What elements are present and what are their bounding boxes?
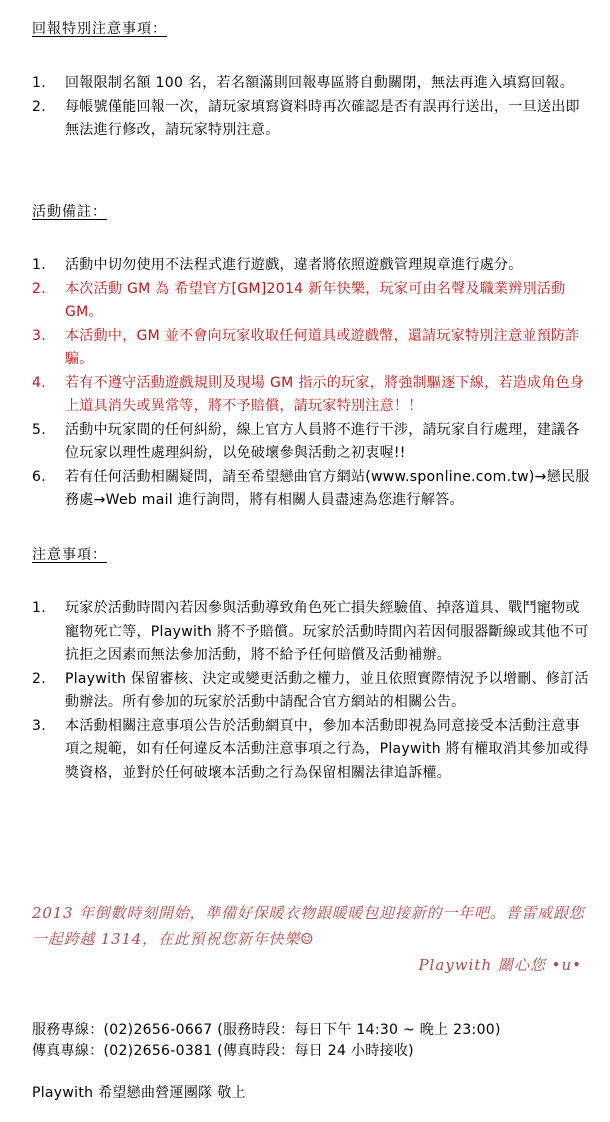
precaution-3: [32, 715, 592, 786]
list-text: 活動中切勿使用不法程式進行遊戲，違者將依照遊戲管理規章進行處分。: [65, 257, 523, 273]
list-text: 回報限制名額 100 名，若名額滿則回報專區將自動關閉，無法再進入填寫回報。: [65, 75, 575, 91]
report-notes-heading: 回報特別注意事項：: [32, 21, 167, 37]
list-number: 1.: [32, 257, 46, 273]
greeting-signature: Playwith 關心您 •u•: [418, 956, 582, 974]
team-signoff: Playwith 希望戀曲營運團隊 敬上: [32, 1085, 246, 1101]
event-remarks-list: [32, 254, 592, 513]
list-number: 1.: [32, 600, 46, 616]
event-remark-4: [32, 372, 592, 419]
list-text: 每帳號僅能回報一次，請玩家填寫資料時再次確認是否有誤再行送出，一旦送出即無法進行修改，請玩家特別注意。: [65, 98, 580, 138]
list-text: 本活動中，GM 並不會向玩家收取任何道具或遊戲幣，還請玩家特別注意並預防詐騙。: [65, 327, 580, 367]
event-remark-5: [32, 419, 592, 466]
report-note-1: [32, 72, 592, 96]
list-text: 活動中玩家間的任何糾紛，線上官方人員將不進行干涉，請玩家自行處理，建議各位玩家以理性處理糾紛，以免破壞參與活動之初衷喔!!: [65, 421, 580, 461]
list-number: 3.: [32, 717, 46, 734]
list-number: 5.: [32, 421, 46, 438]
fax-line: 傳真專線：(02)2656-0381 (傳真時段：每日 24 小時接收): [32, 1043, 414, 1059]
report-note-2: [32, 96, 592, 143]
list-text: 若有不遵守活動遊戲規則及現場 GM 指示的玩家，將強制驅逐下線，若造成角色身上道具消失或異常等，將不予賠償，請玩家特別注意！！: [65, 374, 585, 414]
precaution-1: [32, 597, 592, 668]
precaution-2: [32, 668, 592, 715]
event-remarks-heading: 活動備註：: [32, 204, 107, 220]
list-number: 2.: [32, 280, 46, 297]
event-remark-1: [32, 254, 592, 278]
event-remark-2: [32, 278, 592, 325]
list-number: 2.: [32, 670, 46, 687]
report-notes-list: [32, 72, 592, 143]
list-number: 1.: [32, 75, 46, 91]
list-number: 6.: [32, 468, 46, 485]
list-text: 本活動相關注意事項公告於活動網頁中，參加本活動即視為同意接受本活動注意事項之規範，如有任何違反本活動注意事項之行為，Playwith 將有權取消其參加或得獎資格，並對於任何破壞本活動之行為保留相關法律追訴權。: [65, 717, 589, 781]
event-remark-3: [32, 325, 592, 372]
event-remark-6: [32, 466, 592, 513]
precautions-list: [32, 597, 592, 785]
precautions-heading: 注意事項：: [32, 547, 107, 563]
new-year-greeting: 2013 年倒數時刻開始，準備好保暖衣物跟暖暖包迎接新的一年吧。普雷威跟您一起跨越 1314，在此預祝您新年快樂☺: [32, 904, 585, 948]
list-number: 4.: [32, 374, 46, 391]
list-text: 若有任何活動相關疑問，請至希望戀曲官方網站(www.sponline.com.tw)→戀民服務處→Web mail 進行詢問，將有相關人員盡速為您進行解答。: [65, 468, 590, 508]
list-text: 本次活動 GM 為 希望官方[GM]2014 新年快樂，玩家可由名聲及職業辨別活動 GM。: [65, 280, 566, 320]
list-number: 3.: [32, 327, 46, 344]
list-number: 2.: [32, 98, 46, 115]
list-text: 玩家於活動時間內若因參與活動導致角色死亡損失經驗值、掉落道具、戰鬥寵物或寵物死亡等，Playwith 將不予賠償。玩家於活動時間內若因伺服器斷線或其他不可抗拒之因素而無法參加活動，將不給予任何賠償及活動補辦。: [65, 600, 589, 663]
service-hotline: 服務專線：(02)2656-0667 (服務時段：每日下午 14:30 ~ 晚上 23:00): [32, 1022, 501, 1038]
list-text: Playwith 保留審核、決定或變更活動之權力，並且依照實際情況予以增刪、修訂活動辦法。所有參加的玩家於活動中請配合官方網站的相關公告。: [65, 670, 589, 710]
